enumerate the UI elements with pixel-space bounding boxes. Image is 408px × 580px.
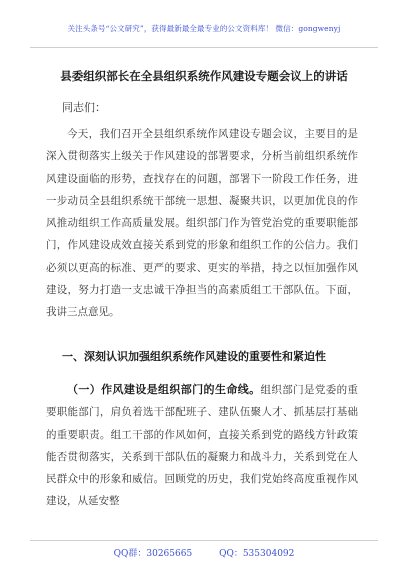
paragraph-subsection-1 <box>46 379 358 513</box>
footer-qq-group: QQ群：30265665 <box>113 549 193 559</box>
footer-qq: QQ：535304092 <box>219 549 295 559</box>
header-banner: 关注头条号“公文研究”，获得最新最全最专业的公文资料库！ 微信：gongwenyj <box>67 24 341 33</box>
section-heading-1: 一、深刻认识加强组织系统作风建设的重要性和紧迫性 <box>62 350 326 363</box>
header-divider <box>30 47 378 48</box>
document-title: 县委组织部长在全县组织系统作风建设专题会议上的讲话 <box>60 69 348 83</box>
paragraph-intro-text: 今天，我们召开全县组织系统作风建设专题会议，主要目的是深入贯彻落实上级关于作风建设的部署要求，分析当前组织系统作风建设面临的形势，查找存在的问题，部署下一阶段工作任务，进一步动员全县组织系统干部统一思想、凝聚共识，以更加优良的作风推动组织工作高质量发展。组织部门作为管党治党的重要职能部门，作风建设成效直接关系到党的形象和组织工作的公信力。我们必须以更高的标准、更严的要求、更实的举措，持之以恒加强作风建设，努力打造一支忠诚干净担当的高素质组工干部队伍。下面，我讲三点意见。 <box>46 128 358 319</box>
footer <box>0 546 408 559</box>
salutation: 同志们： <box>62 101 106 114</box>
paragraph-intro <box>46 123 358 324</box>
subsection-body: 组织部门是党委的重要职能部门，肩负着选干部配班子、建队伍聚人才、抓基层打基础的重要职责。组工干部的作风如何，直接关系到党的路线方针政策能否贯彻落实，关系到干部队伍的凝聚力和战斗力，关系到党在人民群众中的形象和威信。回顾党的历史，我们党始终高度重视作风建设，从延安整 <box>46 384 359 508</box>
footer-divider <box>30 540 378 541</box>
subsection-lead: （一）作风建设是组织部门的生命线。 <box>67 383 261 396</box>
